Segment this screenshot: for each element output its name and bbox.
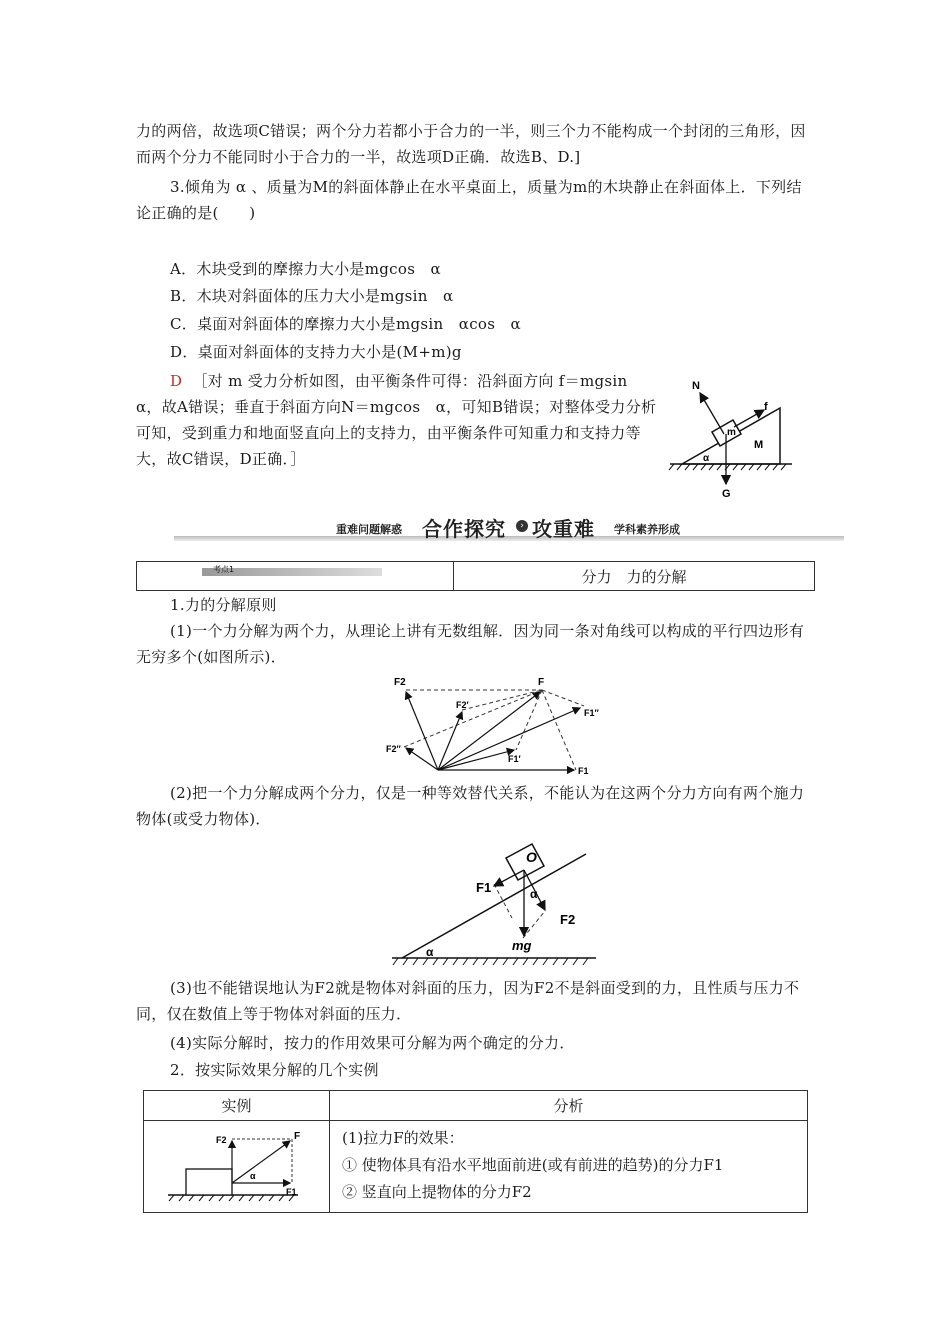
parallelogram-figure <box>384 670 614 782</box>
answer-explanation <box>136 368 661 472</box>
label-F1prime: F1′ <box>508 754 521 764</box>
kaodian-header <box>136 561 815 591</box>
sec1-heading: 1.力的分解原则 <box>170 596 277 614</box>
kaodian-title: 分力 力的分解 <box>454 562 815 591</box>
answer-text: ［对 m 受力分析如图，由平衡条件可得：沿斜面方向 f＝mgsin α，故A错误；垂直于斜面方向N＝mgcos α，可知B错误；对整体受力分析可知，受到重力和地面竖直向上的支持力，由平衡条件可知重力和支持力等大，故C错误，D正确．］ <box>136 372 657 468</box>
label-F: F <box>294 1130 301 1142</box>
table-cell-figure <box>144 1121 330 1213</box>
label-F2: F2 <box>560 912 576 927</box>
label-M: M <box>754 439 764 451</box>
label-F2dprime: F2″ <box>386 744 401 754</box>
analysis-line-1: (1)拉力F的效果： <box>342 1129 464 1147</box>
label-alpha: α <box>703 453 710 464</box>
analysis-line-2: ① 使物体具有沿水平地面前进(或有前进的趋势)的分力F1 <box>342 1156 724 1174</box>
label-F1: F1 <box>286 1186 297 1197</box>
label-F2: F2 <box>394 677 406 688</box>
question-3: 3.倾角为 α 、质量为M的斜面体静止在水平桌面上，质量为m的木块静止在斜面体上．下列结论正确的是( ) <box>136 178 802 222</box>
label-f: f <box>764 401 768 413</box>
label-F1: F1 <box>578 766 589 776</box>
label-mg: mg <box>512 938 532 953</box>
paragraph-continuation: 力的两倍，故选项C错误；两个分力若都小于合力的一半，则三个力不能构成一个封闭的三角形，因而两个分力不能同时小于合力的一半，故选项D正确．故选B、D.] <box>136 122 806 166</box>
sec1-item-4: (4)实际分解时，按力的作用效果可分解为两个确定的分力． <box>170 1034 575 1052</box>
banner-right: 学科素养形成 <box>614 523 680 536</box>
sec1-item-1: (1)一个力分解为两个力，从理论上讲有无数组解．因为同一条对角线可以构成的平行四边形有无穷多个(如图所示)． <box>136 622 805 666</box>
option-d: D．桌面对斜面体的支持力大小是(M+m)g <box>170 343 462 361</box>
banner-title-a: 合作探究 <box>422 517 506 541</box>
label-F1dprime: F1″ <box>584 708 599 718</box>
option-c: C．桌面对斜面体的摩擦力大小是mgsin αcos α <box>170 315 521 333</box>
banner-arrow-icon: › <box>516 520 528 532</box>
label-alpha-bottom: α <box>426 945 434 959</box>
table-cell-analysis <box>330 1121 808 1213</box>
slope-decomposition-figure <box>388 840 600 972</box>
label-O: O <box>526 849 537 865</box>
kaodian-tag: 考点1 <box>213 565 235 574</box>
sec1-item-3: (3)也不能错误地认为F2就是物体对斜面的压力，因为F2不是斜面受到的力，且性质与压力不同，仅在数值上等于物体对斜面的压力． <box>136 979 800 1023</box>
label-alpha-top: α <box>530 887 538 901</box>
banner-title-b: 攻重难 <box>532 517 595 541</box>
section-banner <box>174 512 844 546</box>
incline-force-figure <box>666 372 806 502</box>
examples-table <box>143 1090 808 1213</box>
label-N: N <box>692 380 700 392</box>
pull-force-figure <box>166 1129 316 1205</box>
label-F2prime: F2′ <box>456 700 469 710</box>
label-F: F <box>538 677 545 688</box>
label-G: G <box>722 488 731 500</box>
sec2-heading: 2．按实际效果分解的几个实例 <box>170 1061 379 1079</box>
label-m: m <box>727 427 736 438</box>
label-F1: F1 <box>476 880 492 895</box>
label-F2: F2 <box>216 1134 227 1145</box>
banner-left: 重难问题解惑 <box>336 523 402 536</box>
option-b: B．木块对斜面体的压力大小是mgsin α <box>170 287 454 305</box>
table-header-example: 实例 <box>144 1091 330 1121</box>
sec1-item-2: (2)把一个力分解成两个分力，仅是一种等效替代关系，不能认为在这两个分力方向有两个施力物体(或受力物体)． <box>136 784 805 828</box>
label-alpha: α <box>250 1170 256 1181</box>
analysis-line-3: ② 竖直向上提物体的分力F2 <box>342 1183 532 1201</box>
option-a: A．木块受到的摩擦力大小是mgcos α <box>170 260 441 278</box>
table-header-analysis: 分析 <box>330 1091 808 1121</box>
answer-letter: D <box>170 372 183 390</box>
